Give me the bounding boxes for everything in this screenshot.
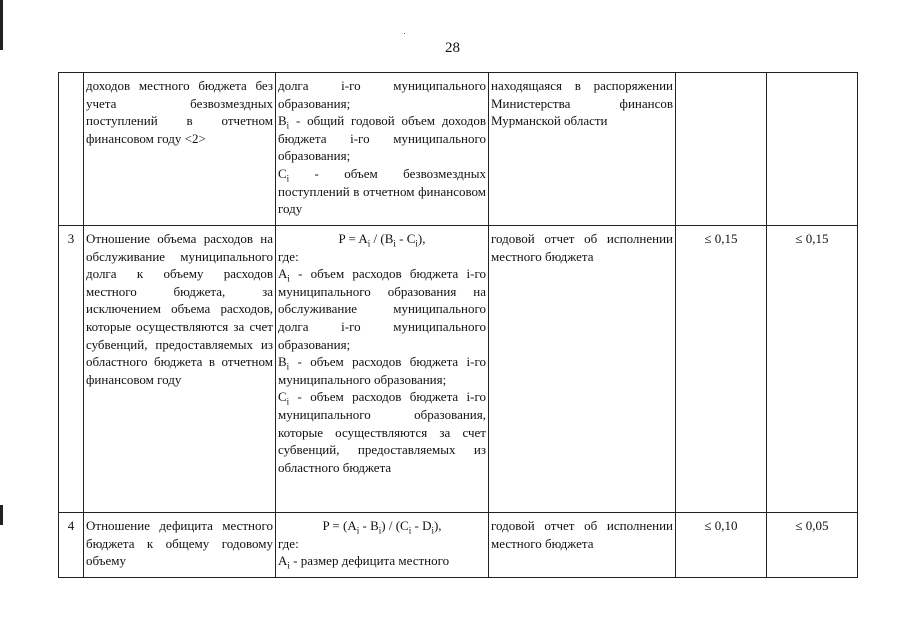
definition-b: $B_i$ - объем расходов бюджета i-го муниципального образования;	[278, 354, 486, 387]
method-def-b: $B_i$ - общий годовой объем доходов бюджета i-го муниципального образования;	[278, 113, 486, 164]
threshold-value-1: ≤ 0,15	[676, 226, 767, 513]
indicator-text: доходов местного бюджета без учета безвозмездных поступлений в отчетном финансовом году <2>	[84, 73, 276, 226]
indicator-text: Отношение дефицита местного бюджета к общему годовому объему	[84, 513, 276, 578]
method-line: долга i-го муниципального образования;	[278, 78, 486, 111]
scan-speck	[404, 33, 405, 34]
formula: $P = (A_i - B_i) / (C_i - D_i)$,	[322, 518, 442, 536]
table-row-4	[59, 513, 858, 578]
indicator-text: Отношение объема расходов на обслуживание муниципального долга к объему расходов местного бюджета, за исключением объема расходов, которые осуществляются за счет субвенций, предоставляемых из областного бюджета в отчетном финансовом году	[84, 226, 276, 513]
calculation-method	[276, 73, 489, 226]
threshold-value-2: ≤ 0,15	[767, 226, 858, 513]
formula: $P = A_i / (B_i - C_i)$,	[338, 231, 426, 249]
definition-a: $A_i$ - объем расходов бюджета i-го муниципального образования на обслуживание муниципального долга i-го муниципального образования;	[278, 266, 486, 352]
data-source: годовой отчет об исполнении местного бюджета	[489, 513, 676, 578]
page-number: 28	[445, 40, 460, 56]
threshold-value-1	[676, 73, 767, 226]
threshold-value-2: ≤ 0,05	[767, 513, 858, 578]
scan-edge-mark-bottom	[0, 505, 3, 525]
row-number: 4	[59, 513, 84, 578]
where-label: где:	[278, 535, 299, 551]
table-row-continuation	[59, 73, 858, 226]
row-number: 3	[59, 226, 84, 513]
threshold-value-2	[767, 73, 858, 226]
data-source: годовой отчет об исполнении местного бюджета	[489, 226, 676, 513]
calculation-method	[276, 226, 489, 513]
row-number	[59, 73, 84, 226]
definition-a: $A_i$ - размер дефицита местного	[278, 553, 450, 571]
definition-c: $C_i$ - объем расходов бюджета i-го муниципального образования, которые осуществляются за счет субвенций, предоставляемых из областного бюджета	[278, 389, 486, 475]
table-row-3	[59, 226, 858, 513]
threshold-value-1: ≤ 0,10	[676, 513, 767, 578]
calculation-method	[276, 513, 489, 578]
method-def-c: $C_i$ - объем безвозмездных поступлений в отчетном финансовом году	[278, 165, 486, 217]
data-source: находящаяся в распоряжении Министерства финансов Мурманской области	[489, 73, 676, 226]
where-label: где:	[278, 248, 299, 264]
indicator-table	[58, 72, 858, 578]
